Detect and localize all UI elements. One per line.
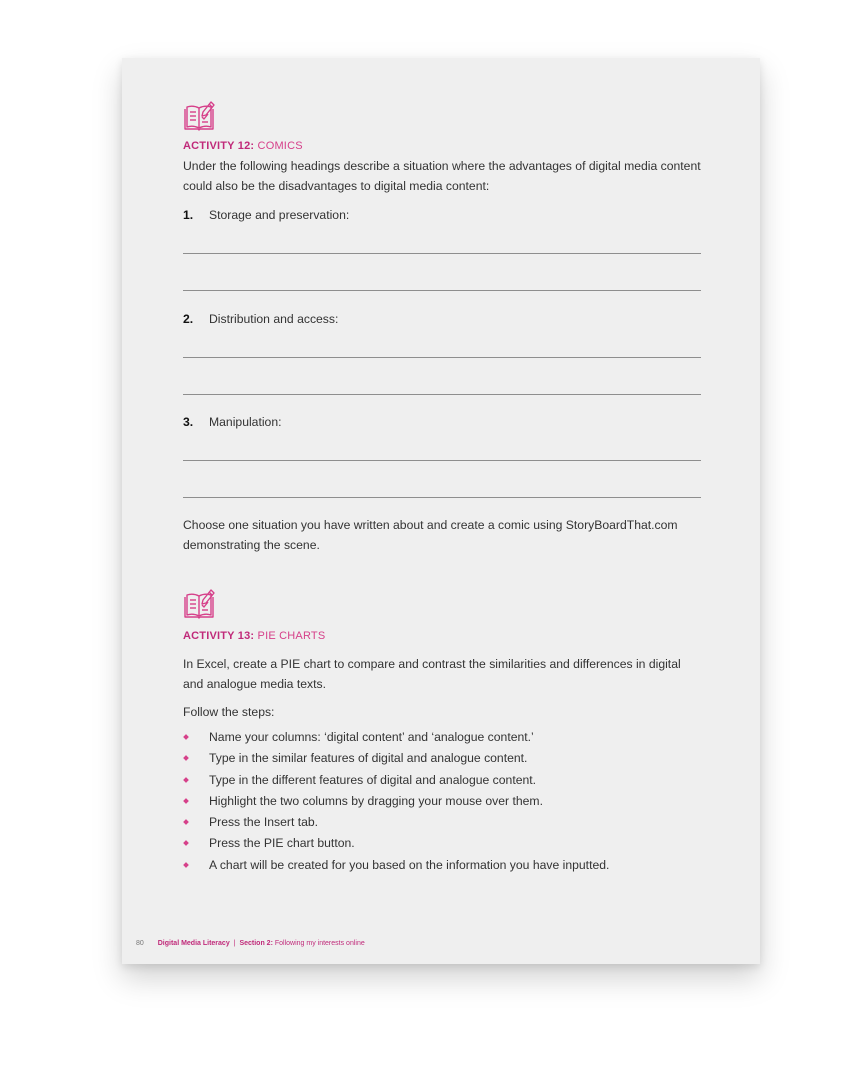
answer-line[interactable] — [183, 357, 701, 358]
question-3-number: 3. — [183, 415, 194, 429]
section-subtitle: Following my interests online — [274, 940, 365, 947]
bullet-diamond-icon — [183, 841, 189, 847]
activity-12-outro: Choose one situation you have written about and create a comic using StoryBoardThat.com demonstrating the scene. — [183, 518, 678, 552]
steps-heading: Follow the steps: — [183, 705, 275, 719]
question-1-text: Storage and preservation: — [209, 208, 350, 222]
question-3-text: Manipulation: — [209, 415, 282, 429]
bullet-diamond-icon — [183, 777, 189, 783]
steps-list — [183, 727, 703, 876]
page-footer — [136, 940, 365, 947]
question-2 — [183, 312, 338, 326]
list-item: Press the Insert tab. — [183, 812, 703, 833]
page-number: 80 — [136, 940, 144, 947]
activity-13-label: ACTIVITY 13: — [183, 630, 255, 642]
question-2-text: Distribution and access: — [209, 312, 339, 326]
bullet-diamond-icon — [183, 798, 189, 804]
list-item: Name your columns: ‘digital content’ and ‘analogue content.’ — [183, 727, 703, 748]
activity-book-pencil-icon — [183, 588, 215, 620]
activity-12-label: ACTIVITY 12: — [183, 140, 255, 152]
answer-line[interactable] — [183, 394, 701, 395]
activity-13-title — [183, 630, 325, 642]
bullet-diamond-icon — [183, 819, 189, 825]
activity-13-name: PIE CHARTS — [257, 630, 326, 642]
activity-12-intro: Under the following headings describe a situation where the advantages of digital media content could also be the disadvantages to digital media content: — [183, 159, 701, 193]
activity-12-name: COMICS — [257, 140, 303, 152]
activity-13-intro: In Excel, create a PIE chart to compare and contrast the similarities and differences in digital and analogue media texts. — [183, 657, 681, 691]
bullet-diamond-icon — [183, 734, 189, 740]
activity-12-title — [183, 140, 303, 152]
answer-line[interactable] — [183, 253, 701, 254]
bullet-diamond-icon — [183, 862, 189, 868]
list-item: A chart will be created for you based on the information you have inputted. — [183, 855, 703, 876]
question-3 — [183, 415, 282, 429]
section-label: Section 2: — [239, 940, 273, 947]
question-1-number: 1. — [183, 208, 194, 222]
question-1 — [183, 208, 349, 222]
worksheet-page — [122, 58, 760, 964]
answer-line[interactable] — [183, 460, 701, 461]
activity-book-pencil-icon — [183, 100, 215, 132]
list-item: Highlight the two columns by dragging your mouse over them. — [183, 791, 703, 812]
list-item: Type in the different features of digital and analogue content. — [183, 770, 703, 791]
answer-line[interactable] — [183, 497, 701, 498]
list-item: Press the PIE chart button. — [183, 833, 703, 854]
question-2-number: 2. — [183, 312, 194, 326]
book-title: Digital Media Literacy — [157, 940, 230, 947]
list-item: Type in the similar features of digital and analogue content. — [183, 748, 703, 769]
footer-separator: | — [233, 940, 236, 947]
answer-line[interactable] — [183, 290, 701, 291]
bullet-diamond-icon — [183, 755, 189, 761]
